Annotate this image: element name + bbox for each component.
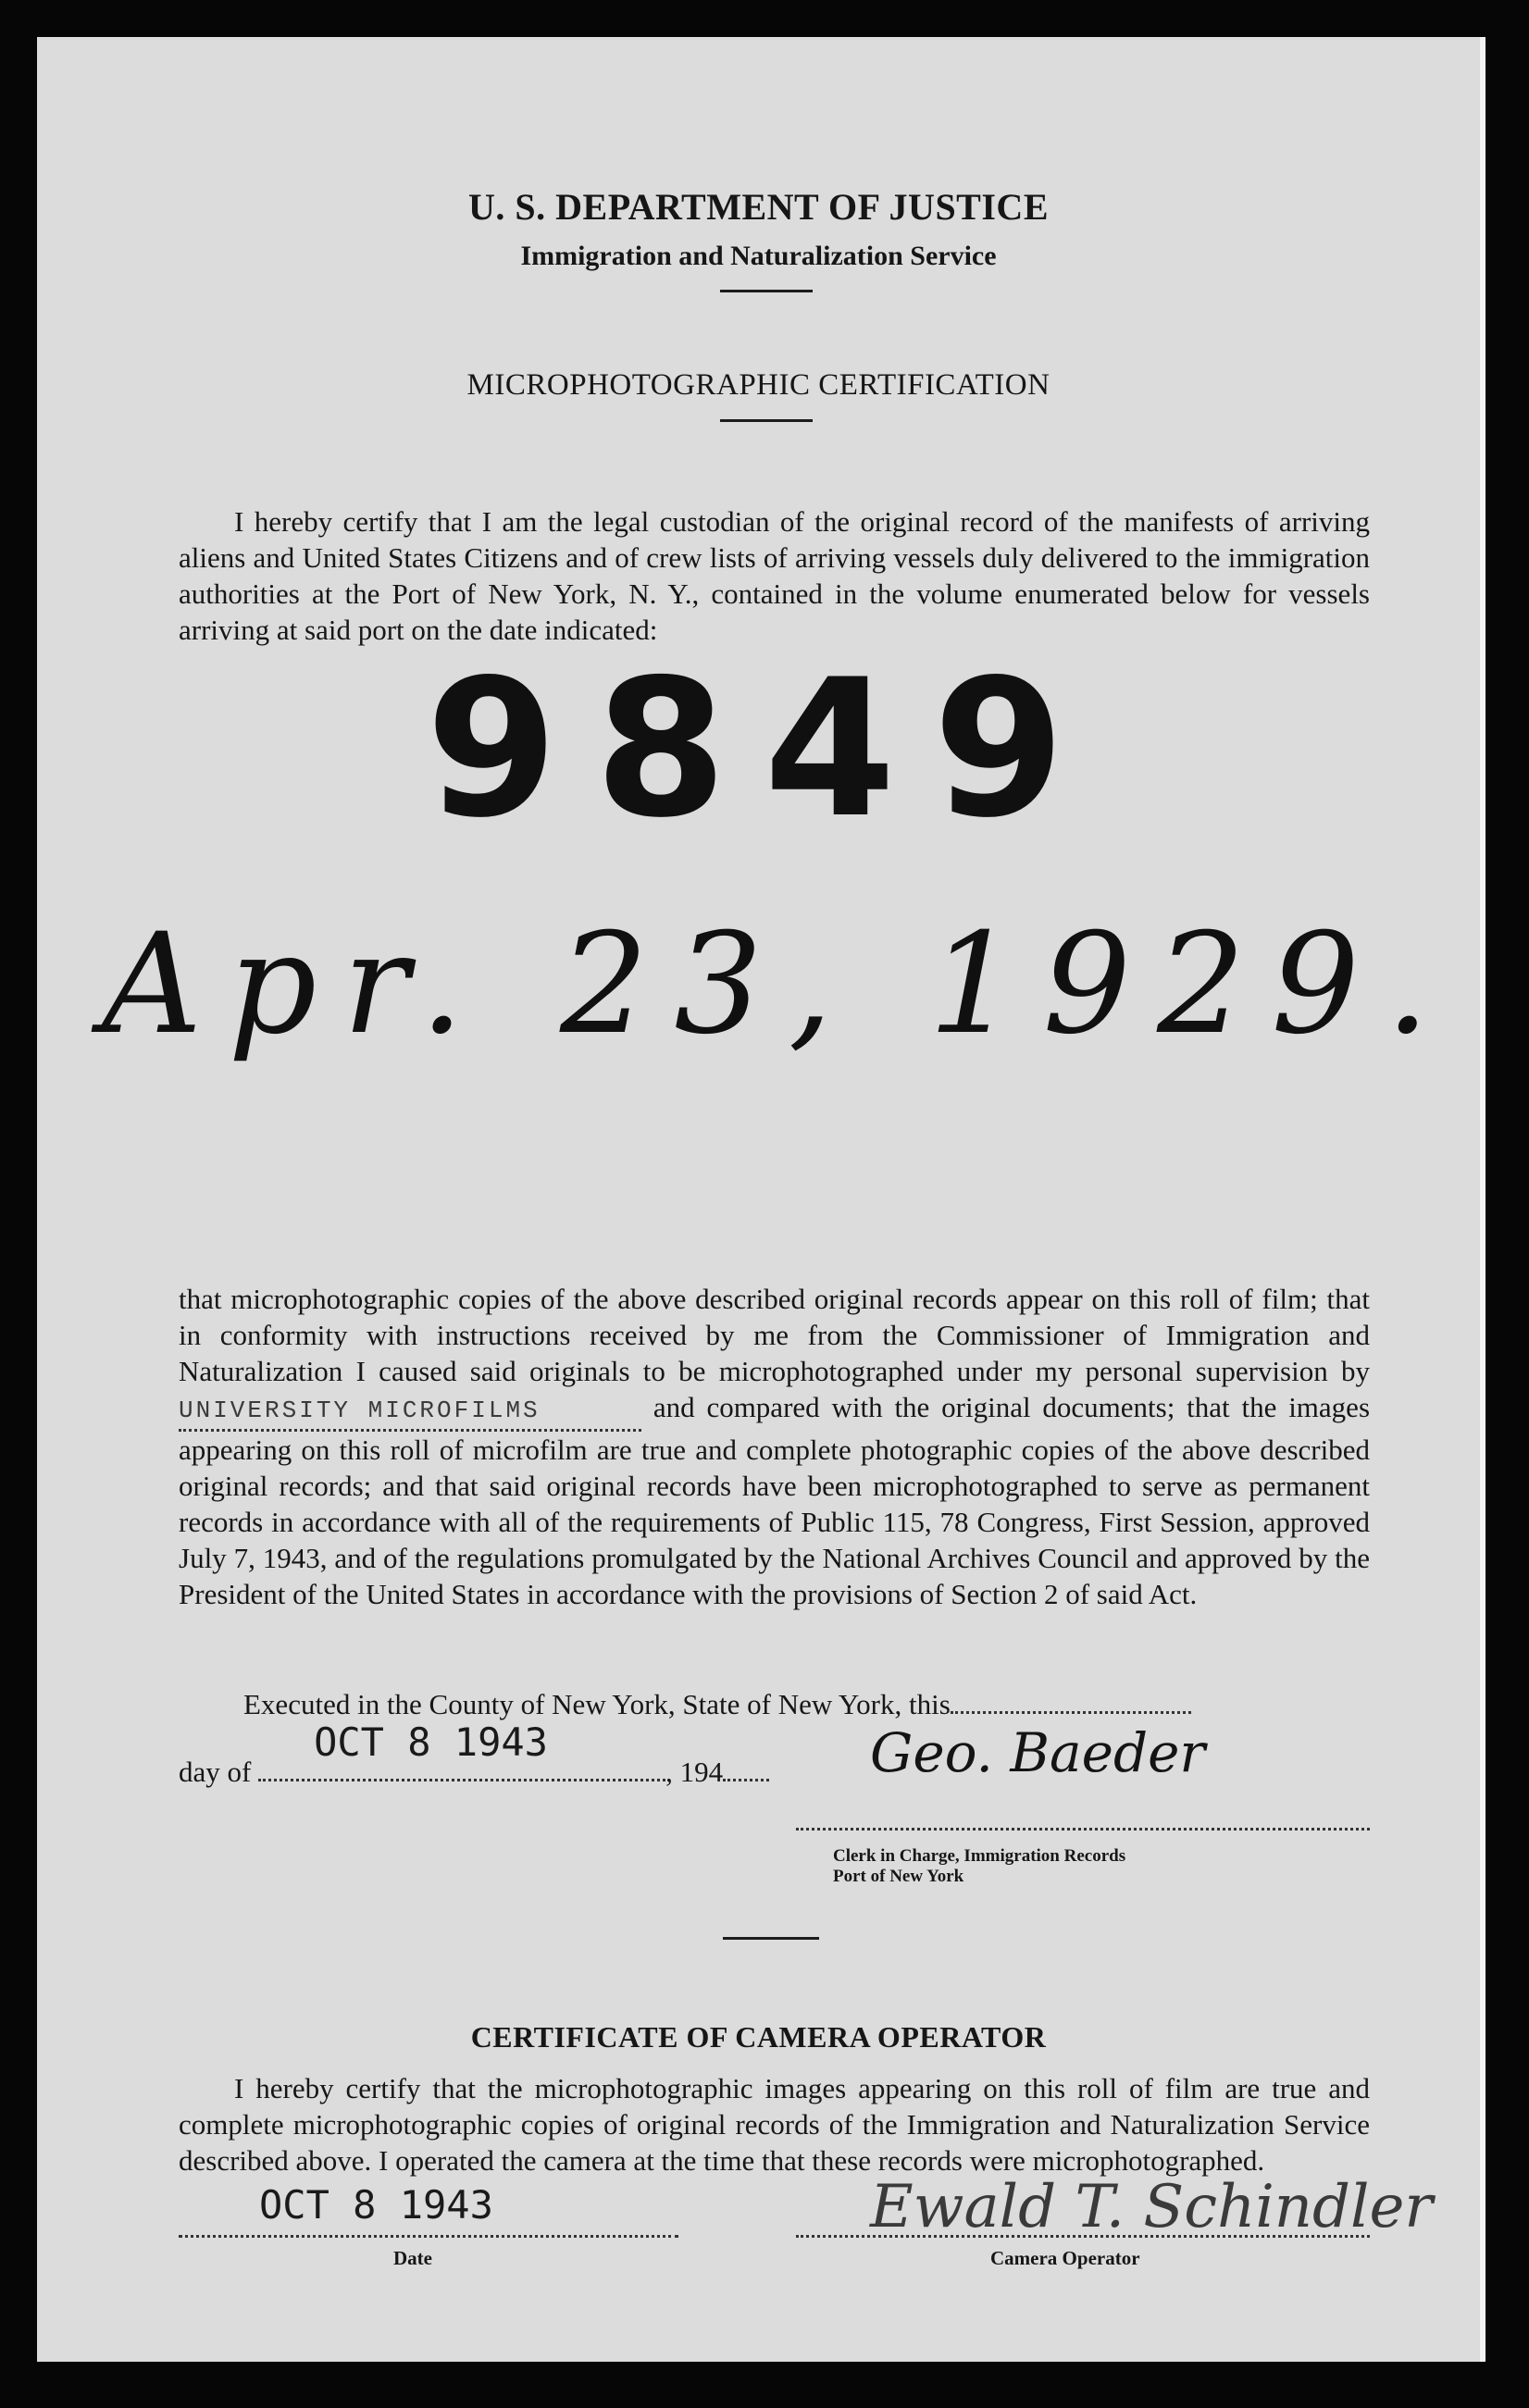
operator-signature: Ewald T. Schindler xyxy=(870,2173,1433,2241)
camera-date-stamp: OCT 8 1943 xyxy=(259,2182,493,2228)
executed-text: Executed in the County of New York, State of New York, this xyxy=(243,1688,951,1720)
camera-certificate-heading: CERTIFICATE OF CAMERA OPERATOR xyxy=(470,2020,1047,2054)
date-line xyxy=(179,2235,678,2238)
department-heading: U. S. DEPARTMENT OF JUSTICE xyxy=(468,186,1049,228)
signer-location: Port of New York xyxy=(833,1867,964,1886)
certificate-page xyxy=(37,37,1485,2362)
service-subheading: Immigration and Naturalization Service xyxy=(520,241,997,271)
operator-line xyxy=(796,2235,1370,2238)
page-title: MICROPHOTOGRAPHIC CERTIFICATION xyxy=(466,368,1050,402)
signer-title: Clerk in Charge, Immigration Records xyxy=(833,1846,1126,1866)
intro-paragraph: I hereby certify that I am the legal custodian of the original record of the manifests of arriving aliens and United States Citizens and of crew lists of arriving vessels duly delivered to the immigration authorities at the Port of New York, N. Y., contained in the volume enumerated below for vessels arriving at said port on the date indicated: xyxy=(179,505,1370,646)
handwritten-arrival-date: Apr. 23, 1929. xyxy=(102,904,1456,1065)
handwritten-volume-number: 9849 xyxy=(426,639,1102,860)
executed-line xyxy=(243,1688,1191,1721)
body-paragraph xyxy=(179,1281,1370,1612)
date-stamp: OCT 8 1943 xyxy=(314,1719,548,1765)
supervisor-name: UNIVERSITY MICROFILMS xyxy=(179,1396,541,1424)
year-label: , 194 xyxy=(665,1756,724,1788)
divider xyxy=(723,1937,819,1940)
signature-line xyxy=(796,1828,1370,1831)
day-of-label: day of xyxy=(179,1756,252,1788)
day-of-line xyxy=(179,1719,769,1789)
executed-day-blank xyxy=(951,1689,1191,1714)
year-blank xyxy=(723,1756,769,1781)
camera-certificate-paragraph: I hereby certify that the microphotographic images appearing on this roll of film are true and complete microphotographic copies of original records of the Immigration and Naturalization Service described above. I operated the camera at the time that these records were microphotographed. xyxy=(179,2072,1370,2177)
body-text-after: and compared with the original documents; that the images appearing on this roll of microfilm are true and complete photographic copies of the above described original records; and that said original records have been microphotographed to serve as permanent records in accordance with all of the requirements of Public 115, 78 Congress, First Session, approved July 7, 1943, and of the regulations promulgated by the National Archives Council and approved by the President of the United States in accordance with the provisions of Section 2 of said Act. xyxy=(179,1391,1371,1610)
supervisor-field xyxy=(179,1389,641,1432)
operator-label: Camera Operator xyxy=(990,2247,1140,2269)
date-label: Date xyxy=(393,2247,432,2269)
day-of-field xyxy=(258,1719,665,1781)
clerk-signature: Geo. Baeder xyxy=(870,1721,1206,1784)
handwritten-entry xyxy=(37,37,1485,1194)
body-text-before: that microphotographic copies of the above described original records appear on this roll of film; that in conformity with instructions received by me from the Commissioner of Immigration and Naturalization I caused said originals to be microphotographed under my personal supervision by xyxy=(179,1283,1370,1387)
